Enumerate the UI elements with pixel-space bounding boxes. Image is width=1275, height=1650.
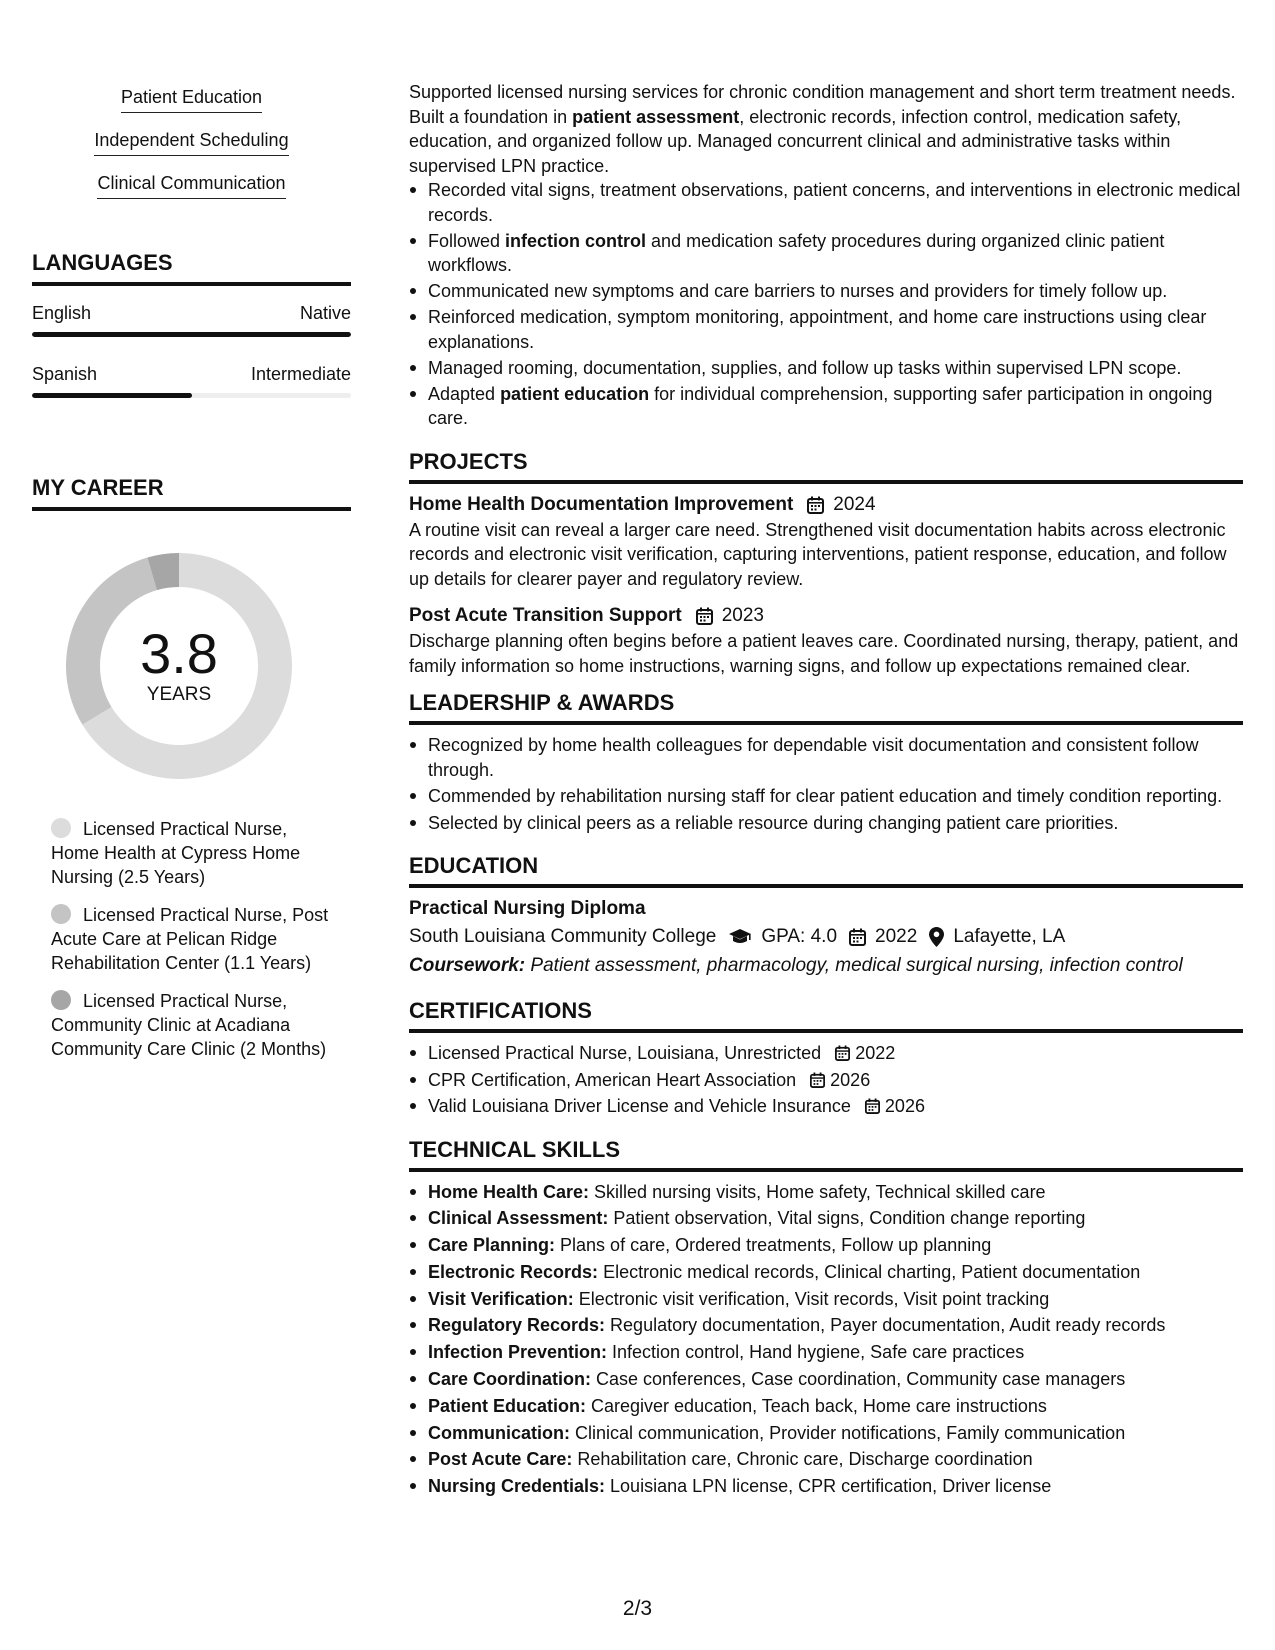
text-segment: Reinforced medication, symptom monitoring, appointment, and home care instructions using clear explanations.	[428, 307, 1207, 352]
skill-category: Patient Education:	[428, 1395, 587, 1416]
project-item	[409, 603, 1243, 678]
education-details	[409, 922, 1243, 952]
experience-bullets	[409, 178, 1243, 431]
career-heading: MY CAREER	[32, 475, 351, 511]
text-segment: Managed rooming, documentation, supplies, and follow up tasks within supervised LPN scope.	[428, 357, 1182, 378]
language-name: Spanish	[32, 364, 98, 384]
leadership-item: Recognized by home health colleagues for dependable visit documentation and consistent follow through.	[409, 733, 1243, 782]
projects-heading: PROJECTS	[409, 449, 1243, 484]
skill-values: Case conferences, Case coordination, Community case managers	[591, 1369, 1126, 1390]
career-item-text: Licensed Practical Nurse, Community Clinic at Acadiana Community Care Clinic (2 Months)	[51, 991, 327, 1059]
certification-item	[409, 1041, 1243, 1066]
language-name: English	[32, 303, 92, 323]
experience-bullet	[409, 229, 1243, 278]
experience-bullet	[409, 178, 1243, 227]
language-proficiency-bar	[32, 332, 351, 337]
career-total-years: 3.8	[140, 622, 218, 685]
location-pin-icon	[929, 927, 944, 947]
technical-skill-item	[409, 1180, 1243, 1205]
technical-skill-item	[409, 1447, 1243, 1472]
skill-values: Clinical communication, Provider notifications, Family communication	[570, 1422, 1126, 1443]
skill-values: Skilled nursing visits, Home safety, Technical skilled care	[589, 1181, 1046, 1202]
technical-skill-item	[409, 1421, 1243, 1446]
project-year: 2024	[833, 493, 876, 515]
career-legend-item	[51, 989, 331, 1061]
technical-skill-item	[409, 1233, 1243, 1258]
career-legend	[32, 817, 351, 1061]
skill-category: Visit Verification:	[428, 1288, 574, 1309]
certification-year: 2022	[855, 1043, 896, 1063]
text-segment: for individual comprehension, supporting safer participation in ongoing care.	[428, 383, 1213, 428]
experience-bullet	[409, 356, 1243, 381]
technical-skills-heading: TECHNICAL SKILLS	[409, 1137, 1243, 1172]
education-location: Lafayette, LA	[953, 926, 1066, 947]
skill-category: Communication:	[428, 1422, 570, 1443]
career-donut-chart	[66, 553, 292, 779]
career-item-text: Licensed Practical Nurse, Post Acute Care at Pelican Ridge Rehabilitation Center (1.1 Years)	[51, 905, 329, 973]
certification-name: Licensed Practical Nurse, Louisiana, Unrestricted	[428, 1043, 822, 1063]
language-level: Native	[299, 303, 351, 323]
certification-name: CPR Certification, American Heart Association	[428, 1069, 797, 1090]
technical-skills-list	[409, 1180, 1243, 1499]
career-legend-item	[51, 817, 331, 889]
leadership-bullets	[409, 733, 1243, 835]
project-description: Discharge planning often begins before a patient leaves care. Coordinated nursing, therapy, patient, and family information so home instructions, warning signs, and follow up expectations remained clear.	[409, 631, 1239, 676]
skill-category: Care Coordination:	[428, 1369, 592, 1390]
text-segment: and medication safety procedures during organized clinic patient workflows.	[428, 230, 1165, 275]
technical-skill-item	[409, 1206, 1243, 1231]
skill-category: Electronic Records:	[428, 1261, 599, 1282]
career-item-text: Licensed Practical Nurse, Home Health at Cypress Home Nursing (2.5 Years)	[51, 819, 301, 887]
technical-skill-item	[409, 1287, 1243, 1312]
language-proficiency-fill	[32, 393, 192, 398]
leadership-item: Selected by clinical peers as a reliable resource during changing patient care priorities.	[409, 811, 1243, 836]
calendar-icon	[865, 1098, 880, 1114]
skill-category: Post Acute Care:	[428, 1449, 573, 1470]
technical-skill-item	[409, 1367, 1243, 1392]
emphasis-text: patient education	[500, 383, 650, 404]
legend-dot	[51, 990, 71, 1010]
language-row	[32, 302, 351, 337]
calendar-icon	[696, 607, 713, 625]
emphasis-text: patient assessment	[572, 106, 740, 127]
project-title: Home Health Documentation Improvement	[409, 493, 794, 515]
calendar-icon	[807, 496, 824, 514]
career-legend-item	[51, 903, 331, 975]
text-segment: Recorded vital signs, treatment observations, patient concerns, and interventions in electronic medical records.	[428, 180, 1241, 225]
coursework-label: Coursework:	[409, 955, 526, 976]
education-heading: EDUCATION	[409, 853, 1243, 888]
technical-skill-item	[409, 1313, 1243, 1338]
technical-skill-item	[409, 1260, 1243, 1285]
skill-values: Plans of care, Ordered treatments, Follow up planning	[555, 1235, 992, 1256]
certification-item	[409, 1094, 1243, 1119]
page-number: 2/3	[622, 1597, 653, 1620]
skill-values: Infection control, Hand hygiene, Safe care practices	[607, 1342, 1025, 1363]
skill-tag: Clinical Communication	[97, 172, 285, 199]
skill-category: Infection Prevention:	[428, 1342, 608, 1363]
language-proficiency-fill	[32, 332, 351, 337]
language-proficiency-bar	[32, 393, 351, 398]
certifications-heading: CERTIFICATIONS	[409, 998, 1243, 1033]
experience-bullet	[409, 305, 1243, 354]
certification-item	[409, 1068, 1243, 1093]
language-row	[32, 363, 351, 398]
text-segment: Adapted	[428, 383, 501, 404]
leadership-heading: LEADERSHIP & AWARDS	[409, 690, 1243, 725]
education-year: 2022	[875, 926, 918, 947]
skill-values: Caregiver education, Teach back, Home care instructions	[586, 1395, 1047, 1416]
calendar-icon	[810, 1072, 825, 1088]
skill-values: Electronic medical records, Clinical charting, Patient documentation	[598, 1261, 1141, 1282]
career-section	[32, 475, 351, 1061]
languages-heading: LANGUAGES	[32, 250, 351, 286]
emphasis-text: infection control	[505, 230, 647, 251]
text-segment: Supported licensed nursing services for chronic condition management and short term treatment needs. Built a foundation in	[409, 82, 1236, 127]
technical-skill-item	[409, 1394, 1243, 1419]
education-degree: Practical Nursing Diploma	[409, 898, 646, 919]
education-coursework	[409, 952, 1243, 980]
project-description: A routine visit can reveal a larger care need. Strengthened visit documentation habits across electronic records and electronic visit verification, capturing interventions, patient response, education, and follow up details for clearer payer and regulatory review.	[409, 519, 1227, 589]
career-total-label: YEARS	[146, 684, 212, 705]
leadership-item: Commended by rehabilitation nursing staff for clear patient education and timely condition reporting.	[409, 784, 1243, 809]
sidebar	[32, 86, 351, 1075]
project-year: 2023	[721, 605, 764, 626]
skill-category: Clinical Assessment:	[428, 1208, 609, 1229]
project-item	[409, 492, 1243, 592]
skill-values: Patient observation, Vital signs, Condition change reporting	[608, 1208, 1086, 1229]
text-segment: Communicated new symptoms and care barriers to nurses and providers for timely follow up.	[428, 281, 1168, 301]
skill-category: Home Health Care:	[428, 1181, 590, 1202]
certifications-list	[409, 1041, 1243, 1119]
certification-year: 2026	[884, 1096, 925, 1116]
certification-year: 2026	[830, 1069, 871, 1090]
skill-values: Regulatory documentation, Payer documentation, Audit ready records	[605, 1315, 1166, 1336]
technical-skill-item	[409, 1340, 1243, 1365]
coursework-text: Patient assessment, pharmacology, medical surgical nursing, infection control	[530, 955, 1183, 976]
project-title: Post Acute Transition Support	[409, 605, 682, 626]
experience-summary	[409, 80, 1243, 178]
language-level: Intermediate	[250, 364, 351, 384]
skill-values: Louisiana LPN license, CPR certification, Driver license	[605, 1476, 1052, 1497]
certification-name: Valid Louisiana Driver License and Vehicle Insurance	[428, 1096, 851, 1116]
languages-section	[32, 250, 351, 398]
text-segment: Followed	[428, 230, 506, 251]
calendar-icon	[835, 1045, 850, 1061]
skill-values: Rehabilitation care, Chronic care, Discharge coordination	[572, 1449, 1033, 1470]
technical-skill-item	[409, 1474, 1243, 1499]
skill-category: Nursing Credentials:	[428, 1476, 606, 1497]
graduation-cap-icon	[728, 928, 752, 946]
experience-bullet	[409, 382, 1243, 431]
legend-dot	[51, 904, 71, 924]
skill-values: Electronic visit verification, Visit records, Visit point tracking	[573, 1288, 1050, 1309]
calendar-icon	[849, 928, 866, 946]
skill-category: Care Planning:	[428, 1235, 556, 1256]
skill-tag: Independent Scheduling	[94, 129, 288, 156]
skill-category: Regulatory Records:	[428, 1315, 606, 1336]
skill-tags	[32, 86, 351, 215]
main-content	[409, 80, 1243, 1501]
legend-dot	[51, 818, 71, 838]
education-school: South Louisiana Community College	[409, 926, 717, 947]
experience-bullet	[409, 279, 1243, 304]
skill-tag: Patient Education	[121, 86, 262, 113]
text-segment: , electronic records, infection control, medication safety, education, and organized follow up. Managed concurrent clinical and administrative tasks within supervised LPN practice.	[409, 106, 1182, 176]
education-gpa: GPA: 4.0	[761, 926, 838, 947]
